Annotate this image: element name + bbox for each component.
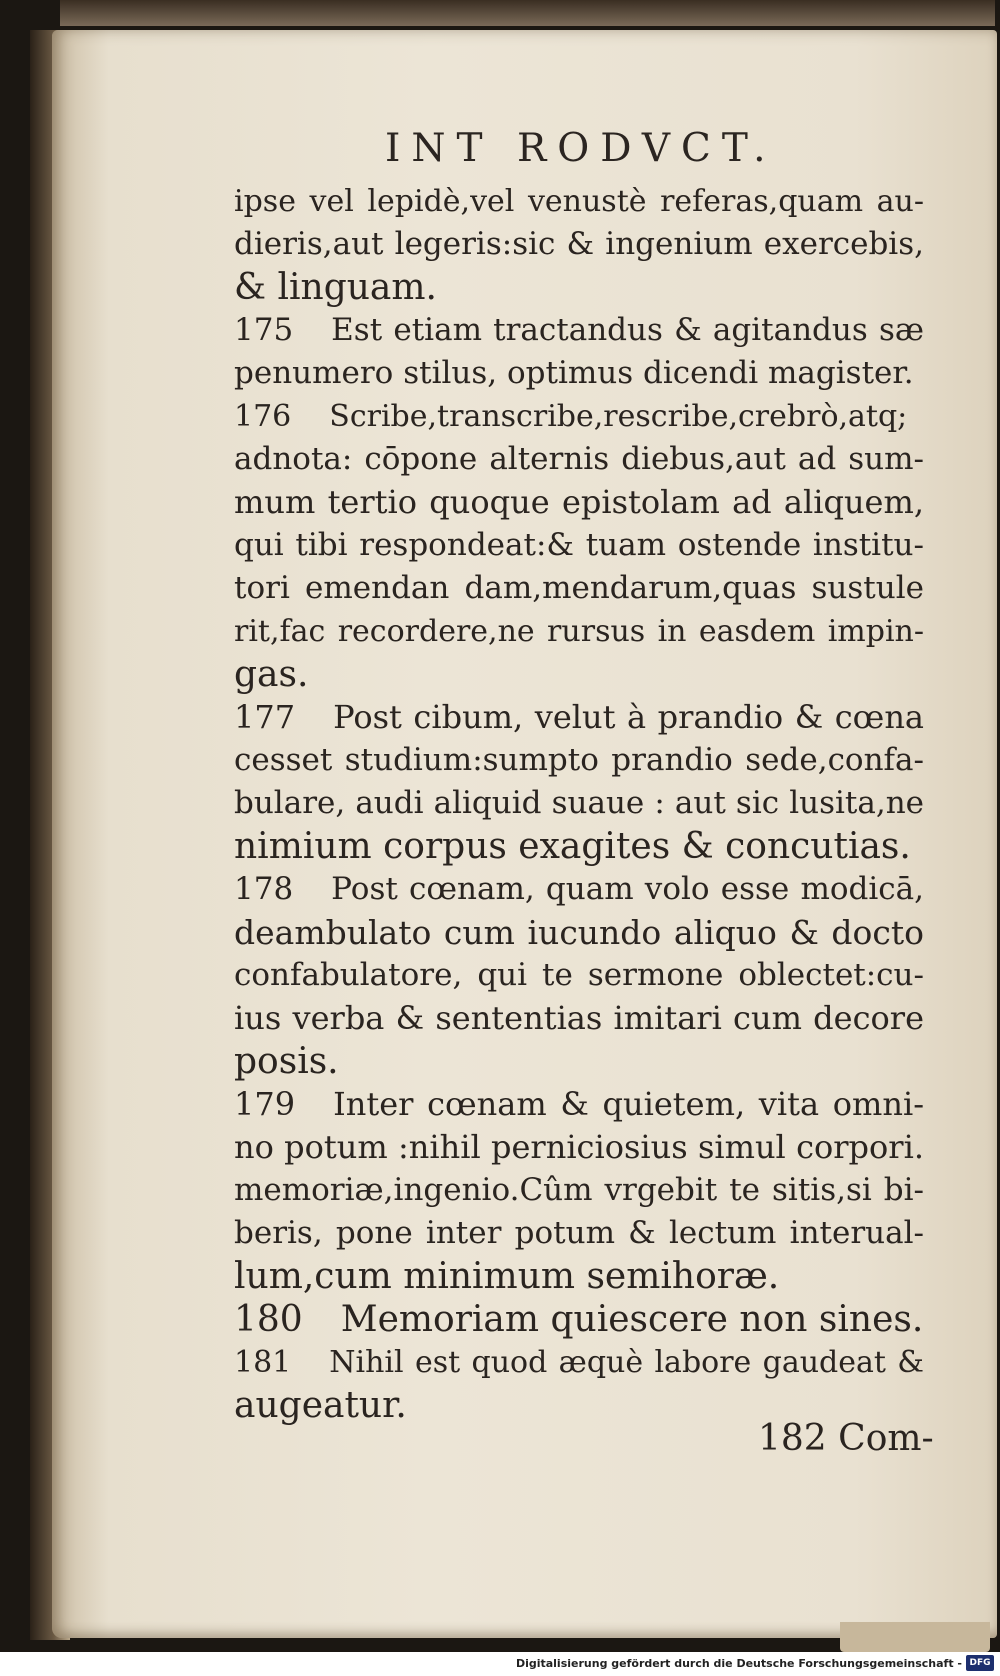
line-text: Nihil est quod æquè labore gaudeat &: [329, 1345, 924, 1380]
text-line: [234, 524, 924, 567]
text-line: [234, 395, 924, 438]
text-line: [234, 438, 924, 481]
line-text: Post cœnam, quam volo esse modicā,: [331, 871, 924, 907]
text-line: [234, 1341, 924, 1384]
line-text: deambulato cum iucundo aliquo & docto: [234, 913, 924, 952]
line-text: adnota: cōpone alternis diebus,aut ad sum-: [234, 441, 924, 477]
text-line: [234, 782, 924, 825]
paragraph-number: 179: [234, 1085, 296, 1123]
text-line: [234, 567, 924, 610]
text-line: [234, 180, 924, 223]
paragraph-number: 175: [234, 312, 294, 348]
text-line: [234, 223, 924, 266]
text-line: [234, 997, 924, 1040]
line-text: Scribe,transcribe,rescribe,crebrò,atq;: [329, 399, 908, 434]
line-text: posis.: [234, 1041, 339, 1082]
text-line: [234, 610, 924, 653]
line-text: cesset studium:sumpto prandio sede,confa-: [234, 742, 924, 778]
line-text: qui tibi respondeat:& tuam ostende institu-: [234, 527, 924, 563]
text-line: [234, 1169, 924, 1212]
footer-credit: Digitalisierung gefördert durch die Deutsche Forschungsgemeinschaft -: [515, 1657, 962, 1670]
paragraph-number: 180: [234, 1299, 303, 1340]
text-line: [234, 1083, 924, 1126]
line-text: nimium corpus exagites & concutias.: [234, 826, 911, 867]
line-text: beris, pone inter potum & lectum interual-: [234, 1215, 924, 1251]
text-line: [234, 1126, 924, 1169]
line-text: Inter cœnam & quietem, vita omni-: [333, 1085, 924, 1123]
text-line: [234, 696, 924, 739]
text-line: [234, 825, 924, 868]
dfg-logo: DFG: [966, 1655, 994, 1671]
paragraph-number: 178: [234, 871, 294, 907]
line-text: augeatur.: [234, 1385, 407, 1426]
text-line: [234, 739, 924, 782]
line-text: dieris,aut legeris:sic & ingenium exercebis,: [234, 226, 924, 262]
paragraph-number: 177: [234, 698, 296, 736]
running-title: INT RODVCT.: [385, 126, 777, 171]
line-text: memoriæ,ingenio.Cûm vrgebit te sitis,si bi-: [234, 1172, 924, 1208]
line-text: Memoriam quiescere non sines.: [340, 1299, 924, 1340]
text-line: [234, 1298, 924, 1341]
text-line: [234, 266, 924, 309]
line-text: Est etiam tractandus & agitandus sæ: [331, 312, 924, 348]
paragraph-number: 181: [234, 1345, 292, 1380]
line-text: gas.: [234, 654, 309, 695]
text-line: [234, 868, 924, 911]
line-text: tori emendan dam,mendarum,quas sustule: [234, 570, 924, 606]
page-edge-tab: [840, 1622, 990, 1652]
catchword: 182 Com-: [758, 1418, 934, 1459]
line-text: ipse vel lepidè,vel venustè referas,quam au-: [234, 184, 924, 219]
line-text: Post cibum, velut à prandio & cœna: [333, 698, 924, 736]
line-text: no potum :nihil perniciosius simul corpori.: [234, 1128, 924, 1166]
line-text: rit,fac recordere,ne rursus in easdem impin-: [234, 614, 924, 649]
paragraph-number: 176: [234, 399, 292, 434]
text-line: [234, 954, 924, 997]
line-text: & linguam.: [234, 267, 437, 308]
line-text: bulare, audi aliquid suaue : aut sic lusita,ne: [234, 785, 924, 821]
line-text: lum,cum minimum semihoræ.: [234, 1256, 780, 1297]
book-top-edge: [60, 0, 995, 26]
line-text: ius verba & sententias imitari cum decore: [234, 999, 924, 1037]
text-line: [234, 1040, 924, 1083]
page-body: [234, 180, 924, 1427]
line-text: confabulatore, qui te sermone oblectet:cu-: [234, 957, 924, 993]
text-line: [234, 481, 924, 524]
line-text: mum tertio quoque epistolam ad aliquem,: [234, 483, 924, 521]
text-line: [234, 309, 924, 352]
line-text: penumero stilus, optimus dicendi magister.: [234, 355, 914, 391]
text-line: [234, 653, 924, 696]
text-line: [234, 352, 924, 395]
text-line: [234, 1212, 924, 1255]
text-line: [234, 911, 924, 954]
text-line: [234, 1255, 924, 1298]
